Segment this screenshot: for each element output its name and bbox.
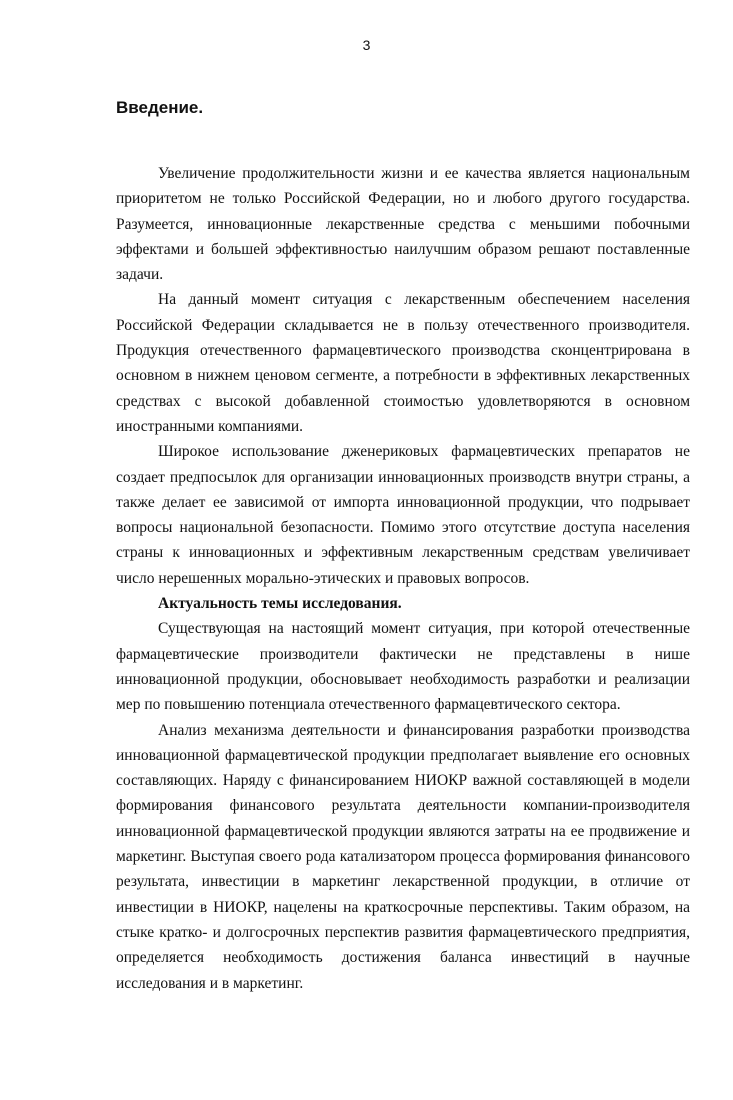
paragraph: Увеличение продолжительности жизни и ее качества является национальным приоритетом не только Российской Федерации, но и любого другого государства. Разумеется, инновационные лекарственные средства с меньшими побочными эффектами и большей эффективностью наилучшим образом решают поставленные задачи. bbox=[116, 165, 690, 284]
document-body bbox=[116, 161, 690, 996]
paragraph: Анализ механизма деятельности и финансирования разработки производства инновационной фармацевтической продукции предполагает выявление его основных составляющих. Наряду с финансированием НИОКР важной составляющей в модели формирования финансового результата деятельности компании-производителя инновационной фармацевтической продукции являются затраты на ее продвижение и маркетинг. Выступая своего рода катализатором процесса формирования финансового результата, инвестиции в маркетинг лекарственной продукции, в отличие от инвестиции в НИОКР, нацелены на краткосрочные перспективы. Таким образом, на стыке кратко- и долгосрочных перспектив развития фармацевтического предприятия, определяется необходимость достижения баланса инвестиций в научные исследования и в маркетинг. bbox=[116, 721, 690, 992]
section-heading: Введение. bbox=[116, 98, 204, 117]
paragraph: На данный момент ситуация с лекарственным обеспечением населения Российской Федерации складывается не в пользу отечественного производителя. Продукция отечественного фармацевтического производства сконцентрирована в основном в нижнем ценовом сегменте, а потребности в эффективных лекарственных средствах с высокой добавленной стоимостью удовлетворяются в основном иностранными компаниями. bbox=[116, 291, 690, 435]
subheading-relevance: Актуальность темы исследования. bbox=[158, 595, 402, 613]
paragraph: Широкое использование дженериковых фармацевтических препаратов не создает предпосылок для организации инновационных производств внутри страны, а также делает ее зависимой от импорта инновационной продукции, что подрывает вопросы национальной безопасности. Помимо этого отсутствие доступа населения страны к инновационных и эффективным лекарственным средствам увеличивает число нерешенных морально-этических и правовых вопросов. bbox=[116, 443, 690, 587]
page-number: 3 bbox=[362, 37, 371, 53]
paragraph: Существующая на настоящий момент ситуация, при которой отечественные фармацевтические производители фактически не представлены в нише инновационной продукции, обосновывает необходимость разработки и реализации мер по повышению потенциала отечественного фармацевтического сектора. bbox=[116, 620, 690, 714]
